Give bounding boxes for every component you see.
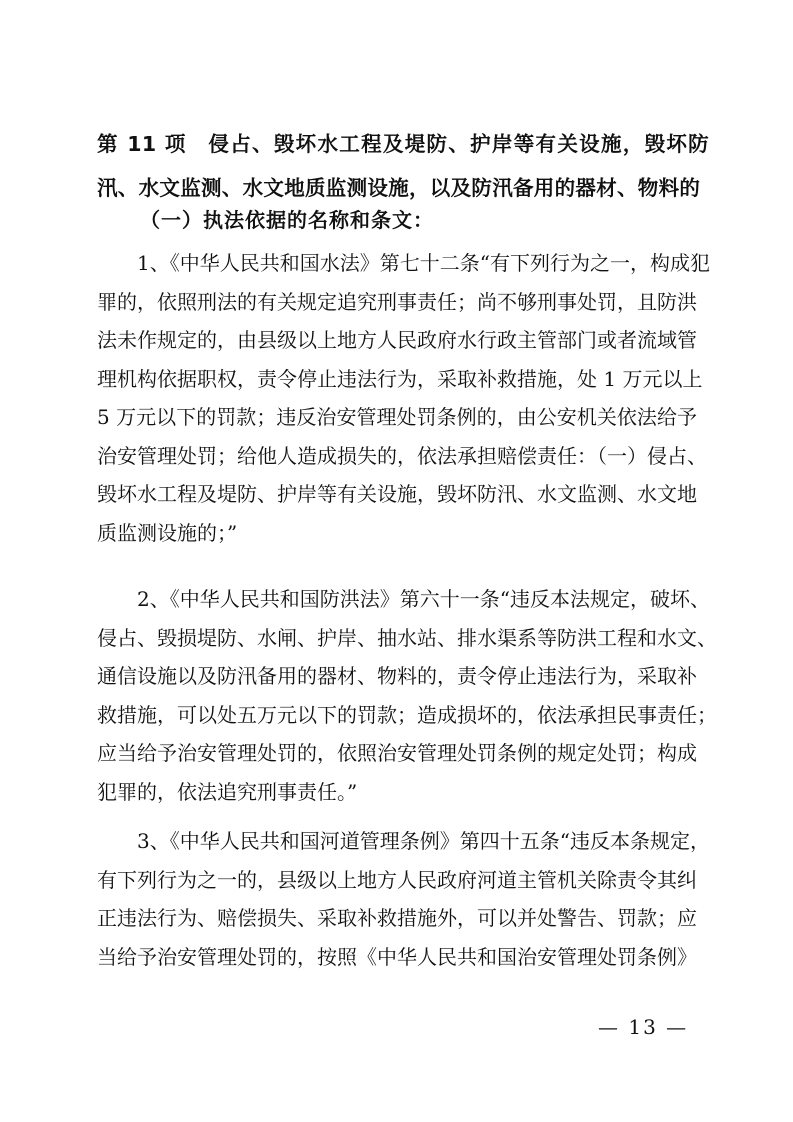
paragraph-line: 通信设施以及防汛备用的器材、物料的，责令停止违法行为，采取补	[97, 664, 697, 688]
section-title: （一）执法依据的名称和条文：	[140, 208, 434, 232]
paragraph-line: 犯罪的，依法追究刑事责任。”	[97, 779, 358, 804]
page-number: — 13 —	[598, 1015, 689, 1039]
item-heading	[97, 122, 709, 210]
paragraph-line: 有下列行为之一的，县级以上地方人民政府河道主管机关除责令其纠	[97, 867, 697, 892]
article-paragraph-river-regulations	[97, 822, 710, 976]
paragraph-line: 当给予治安管理处罚的，按照《中华人民共和国治安管理处罚条例》	[97, 944, 697, 969]
paragraph-line: 法未作规定的，由县级以上地方人民政府水行政主管部门或者流域管	[97, 328, 697, 352]
heading-line: 汛、水文监测、水文地质监测设施，以及防汛备用的器材、物料的	[97, 176, 701, 200]
paragraph-line: 应当给予治安管理处罚的，依照治安管理处罚条例的规定处罚；构成	[97, 741, 697, 765]
paragraph-line: 侵占、毁损堤防、水闸、护岸、抽水站、排水渠系等防洪工程和水文、	[97, 625, 717, 650]
paragraph-line: 1、《中华人民共和国水法》第七十二条“有下列行为之一，构成犯	[97, 251, 710, 275]
paragraph-line: 救措施，可以处五万元以下的罚款；造成损坏的，依法承担民事责任；	[97, 702, 717, 727]
paragraph-line: 罪的，依照刑法的有关规定追究刑事责任；尚不够刑事处罚，且防洪	[97, 289, 697, 314]
paragraph-line: 治安管理处罚；给他人造成损失的，依法承担赔偿责任：（一）侵占、	[97, 443, 707, 468]
paragraph-line: 质监测设施的；”	[97, 520, 238, 545]
paragraph-line: 2、《中华人民共和国防洪法》第六十一条“违反本法规定，破坏、	[97, 587, 710, 611]
article-paragraph-flood-control-law	[97, 580, 717, 811]
paragraph-line: 毁坏水工程及堤防、护岸等有关设施，毁坏防汛、水文监测、水文地	[97, 482, 697, 506]
paragraph-line: 5 万元以下的罚款；违反治安管理处罚条例的，由公安机关依法给予	[97, 405, 697, 429]
article-paragraph-water-law	[97, 244, 710, 552]
paragraph-line: 3、《中华人民共和国河道管理条例》第四十五条“违反本条规定，	[97, 829, 710, 853]
paragraph-line: 理机构依据职权，责令停止违法行为，采取补救措施，处 1 万元以上	[97, 366, 703, 391]
heading-line: 第 11 项 侵占、毁坏水工程及堤防、护岸等有关设施，毁坏防	[97, 132, 709, 156]
paragraph-line: 正违法行为、赔偿损失、采取补救措施外，可以并处警告、罚款；应	[97, 906, 697, 930]
